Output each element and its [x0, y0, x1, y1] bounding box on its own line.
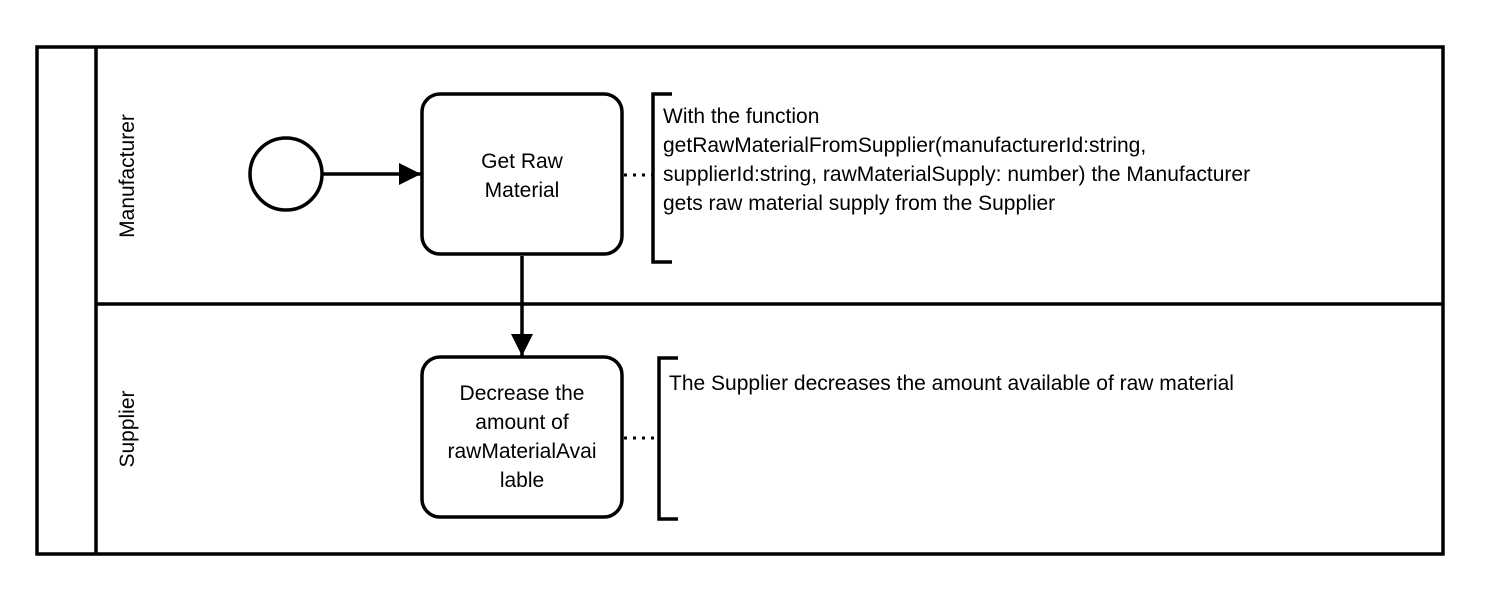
start-event[interactable]: [250, 138, 322, 210]
annotation-get-raw-material-line: getRawMaterialFromSupplier(manufacturerId:string,: [663, 134, 1147, 157]
task-decrease-raw-material-box: [422, 357, 622, 517]
annotation-get-raw-material-line: gets raw material supply from the Supplier: [663, 192, 1056, 215]
task-decrease-raw-material-line: amount of: [475, 411, 569, 434]
annotation-get-raw-material: [663, 105, 1250, 215]
task-decrease-raw-material-line: Decrease the: [459, 382, 585, 405]
task-get-raw-material-box: [422, 94, 622, 254]
lane-label-manufacturer: Manufacturer: [116, 114, 139, 238]
lane-label-supplier: Supplier: [116, 390, 139, 468]
task-get-raw-material[interactable]: [422, 94, 622, 254]
task-decrease-raw-material-line: rawMaterialAvai: [447, 440, 597, 463]
annotation-decrease-raw-material: [669, 372, 1234, 395]
task-get-raw-material-line: Get Raw: [481, 150, 563, 173]
task-get-raw-material-line: Material: [484, 179, 560, 202]
lane-supplier[interactable]: [116, 390, 139, 467]
annotation-get-raw-material-line: With the function: [663, 105, 820, 128]
annotation-get-raw-material-line: supplierId:string, rawMaterialSupply: number) the Manufacturer: [663, 163, 1251, 186]
task-decrease-raw-material[interactable]: [422, 357, 622, 517]
task-decrease-raw-material-line: lable: [499, 469, 545, 492]
lane-manufacturer[interactable]: [116, 114, 139, 238]
annotation-decrease-raw-material-line: The Supplier decreases the amount available of raw material: [669, 372, 1234, 395]
